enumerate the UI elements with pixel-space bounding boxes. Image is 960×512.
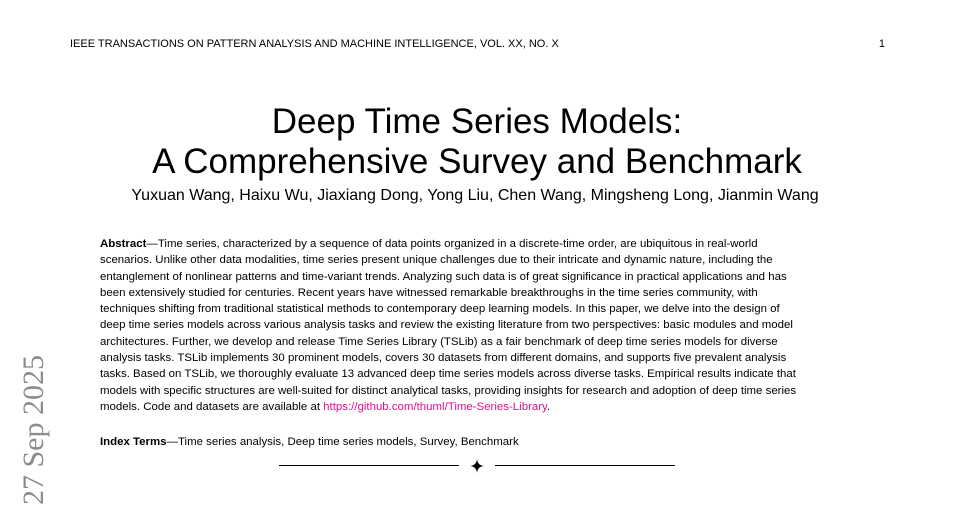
running-header (70, 37, 885, 51)
page-number: 1 (878, 38, 885, 50)
divider-star-icon (469, 458, 485, 474)
abstract (100, 236, 856, 415)
index-terms-label: Index Terms (100, 436, 167, 448)
abstract-line-3: entanglement of nonlinear patterns and time-variant trends. Analyzing such data is of great significance in practical applications and has (100, 270, 787, 283)
code-repository-link[interactable]: https://github.com/thuml/Time-Series-Library (323, 400, 547, 413)
abstract-line-2: scenarios. Unlike other data modalities, time series present unique challenges due to their intricate and dynamic nature, including the (100, 254, 773, 267)
paper-title-line-1: Deep Time Series Models: (271, 102, 683, 142)
abstract-line-1 (100, 236, 856, 252)
abstract-line-11 (100, 399, 856, 415)
abstract-line-9: tasks. Based on TSLib, we thoroughly evaluate 13 advanced deep time series models across diverse tasks. Empirical results indicate that (100, 368, 796, 381)
paper-title (0, 102, 954, 182)
abstract-line-7: architectures. Further, we develop and release Time Series Library (TSLib) as a fair benchmark of deep time series models for diverse (100, 335, 778, 348)
paper-title-line-2: A Comprehensive Survey and Benchmark (152, 142, 802, 182)
abstract-last-line-prefix: models. Code and datasets are available at (100, 400, 324, 413)
abstract-last-line-suffix: . (546, 400, 551, 413)
index-terms-text: —Time series analysis, Deep time series models, Survey, Benchmark (166, 436, 519, 448)
arxiv-date-stamp: 27 Sep 2025 (17, 355, 50, 505)
journal-header: IEEE TRANSACTIONS ON PATTERN ANALYSIS AND MACHINE INTELLIGENCE, VOL. XX, NO. X (70, 38, 559, 50)
abstract-line-6: deep time series models across various analysis tasks and review the existing literature from two perspectives: basic modules and model (100, 319, 793, 332)
section-divider-right (495, 465, 675, 466)
author-list: Yuxuan Wang, Haixu Wu, Jiaxiang Dong, Yong Liu, Chen Wang, Mingsheng Long, Jianmin Wang (131, 187, 819, 204)
abstract-line-8: analysis tasks. TSLib implements 30 prominent models, covers 30 datasets from different domains, and supports five prevalent analysis (100, 352, 787, 365)
index-terms (100, 434, 519, 450)
abstract-line-10: models with specific structures are well-suited for distinct analytical tasks, providing insights for research and adoption of deep time series (100, 384, 797, 397)
abstract-label: Abstract (100, 238, 147, 250)
abstract-line-4: been extensively studied for centuries. Recent years have witnessed remarkable breakthroughs in the time series community, with (100, 286, 758, 299)
abstract-text-1: —Time series, characterized by a sequence of data points organized in a discrete-time order, are ubiquitous in real-world (146, 238, 758, 250)
abstract-line-5: techniques shifting from traditional statistical methods to contemporary deep learning models. In this paper, we delve into the design of (100, 303, 780, 316)
section-divider-left (279, 465, 459, 466)
